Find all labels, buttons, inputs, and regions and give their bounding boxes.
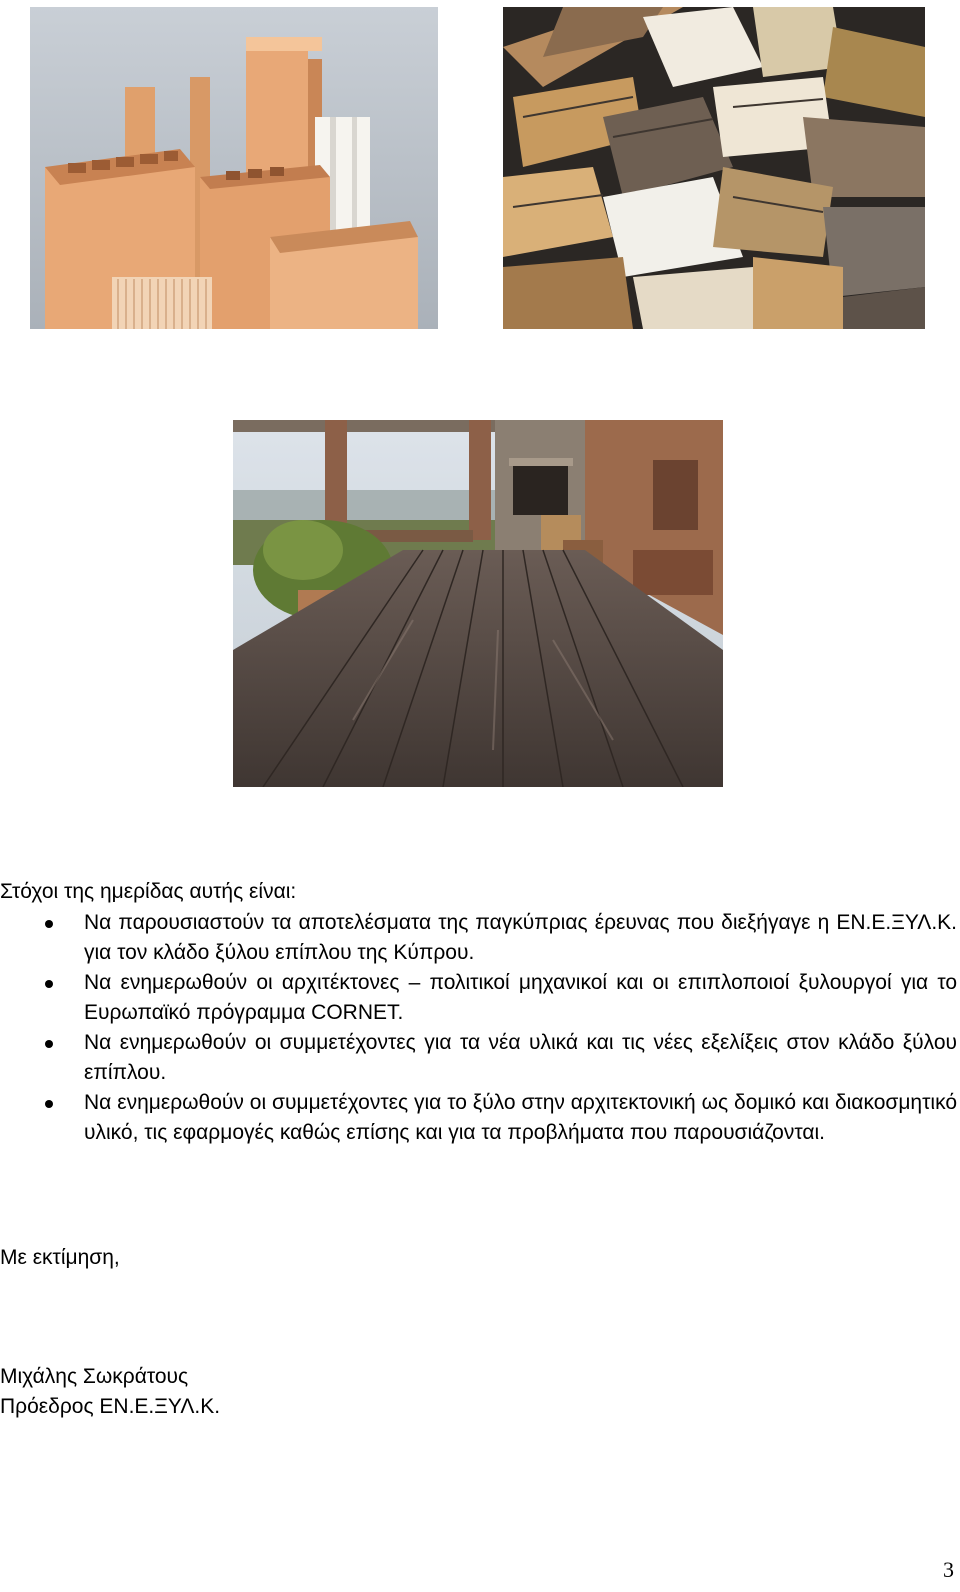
list-item: Να παρουσιαστούν τα αποτελέσματα της παγκύπριας έρευνας που διεξήγαγε η ΕΝ.Ε.ΞΥΛ.Κ. για τον κλάδο ξύλου επίπλου της Κύπρου. bbox=[0, 908, 957, 968]
intro-text: Στόχοι της ημερίδας αυτής είναι: bbox=[0, 880, 297, 903]
closing-text: Με εκτίμηση, bbox=[0, 1246, 120, 1269]
signer-title: Πρόεδρος ΕΝ.Ε.ΞΥΛ.Κ. bbox=[0, 1395, 221, 1418]
list-item: Να ενημερωθούν οι συμμετέχοντες για το ξύλο στην αρχιτεκτονική ως δομικό και διακοσμητικό υλικό, τις εφαρμογές καθώς επίσης και για τα προβλήματα που παρουσιάζονται. bbox=[0, 1088, 957, 1148]
signer-name: Μιχάλης Σωκράτους bbox=[0, 1365, 189, 1388]
pvc-wood-profiles-photo bbox=[30, 7, 438, 329]
list-item: Να ενημερωθούν οι συμμετέχοντες για τα νέα υλικά και τις νέες εξελίξεις στον κλάδο ξύλου επίπλου. bbox=[0, 1028, 957, 1088]
wood-plastic-profiles-pile-photo bbox=[503, 7, 925, 329]
objectives-list bbox=[0, 908, 957, 1148]
wooden-deck-veranda-photo bbox=[233, 420, 723, 787]
list-item: Να ενημερωθούν οι αρχιτέκτονες – πολιτικοί μηχανικοί και οι επιπλοποιοί ξυλουργοί για το Ευρωπαϊκό πρόγραμμα CORNET. bbox=[0, 968, 957, 1028]
page-number: 3 bbox=[943, 1557, 954, 1582]
